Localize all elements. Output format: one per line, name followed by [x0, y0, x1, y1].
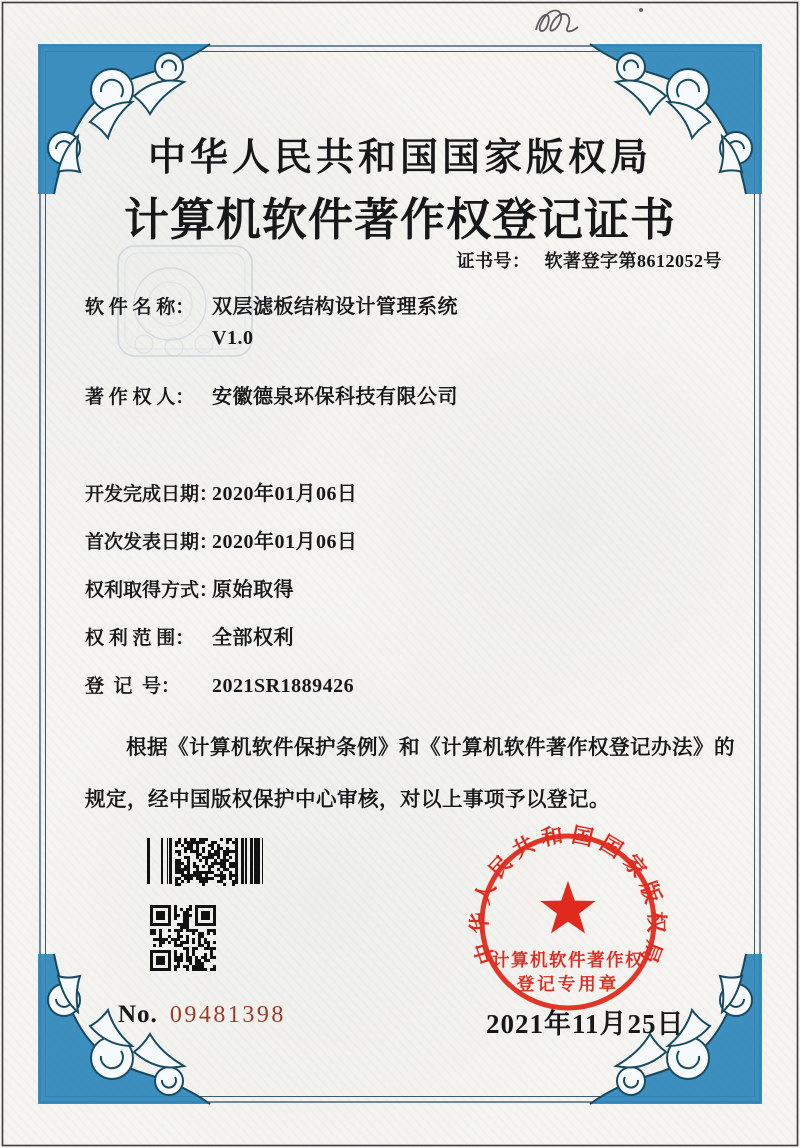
field-dev-complete-date	[85, 479, 358, 510]
field-value: 全部权利	[212, 627, 294, 649]
serial-number: 09481398	[169, 1002, 286, 1028]
barcode	[145, 838, 265, 886]
field-label: 权利取得方式：	[85, 580, 219, 601]
field-value: 2020年01月06日	[212, 483, 358, 505]
field-software-name	[85, 292, 458, 354]
software-version: V1.0	[212, 327, 254, 349]
field-rights-scope	[85, 623, 294, 654]
statement-paragraph: 根据《计算机软件保护条例》和《计算机软件著作权登记办法》的规定，经中国版权保护中心审核，对以上事项予以登记。	[85, 737, 735, 811]
field-rights-acquisition	[85, 575, 294, 606]
field-label: 开发完成日期：	[85, 484, 219, 505]
field-registration-number	[85, 671, 354, 702]
seal-line2: 登记专用章	[516, 974, 620, 994]
seal-line1: 计算机软件著作权	[492, 950, 644, 970]
issuing-authority-title: 中华人民共和国国家版权局	[147, 137, 652, 179]
field-label: 登 记 号：	[85, 676, 181, 697]
serial-label: No.	[118, 1001, 158, 1028]
field-value: 2020年01月06日	[212, 531, 358, 553]
field-label: 著 作 权 人：	[85, 387, 195, 408]
field-value: 安徽德泉环保科技有限公司	[212, 386, 458, 408]
serial-number-line	[118, 1001, 286, 1029]
field-value	[212, 292, 458, 354]
field-copyright-owner	[85, 382, 458, 413]
issue-date: 2021年11月25日	[486, 1009, 685, 1039]
certificate-number-line	[457, 247, 723, 273]
field-value: 2021SR1889426	[212, 675, 355, 697]
software-name: 双层滤板结构设计管理系统	[212, 296, 458, 318]
field-label: 软 件 名 称：	[85, 297, 195, 318]
field-label: 权 利 范 围：	[85, 628, 195, 649]
field-first-publish-date	[85, 527, 358, 558]
qr-code	[150, 905, 216, 971]
field-label: 首次发表日期：	[85, 532, 219, 553]
certificate-number-label: 证书号：	[456, 251, 531, 271]
certificate-number-value: 软著登字第8612052号	[544, 251, 722, 271]
field-value: 原始取得	[212, 579, 294, 601]
seal-arc-text: 中华人民共和国国家版权局	[467, 822, 669, 973]
certificate-title: 计算机软件著作权登记证书	[123, 195, 676, 245]
